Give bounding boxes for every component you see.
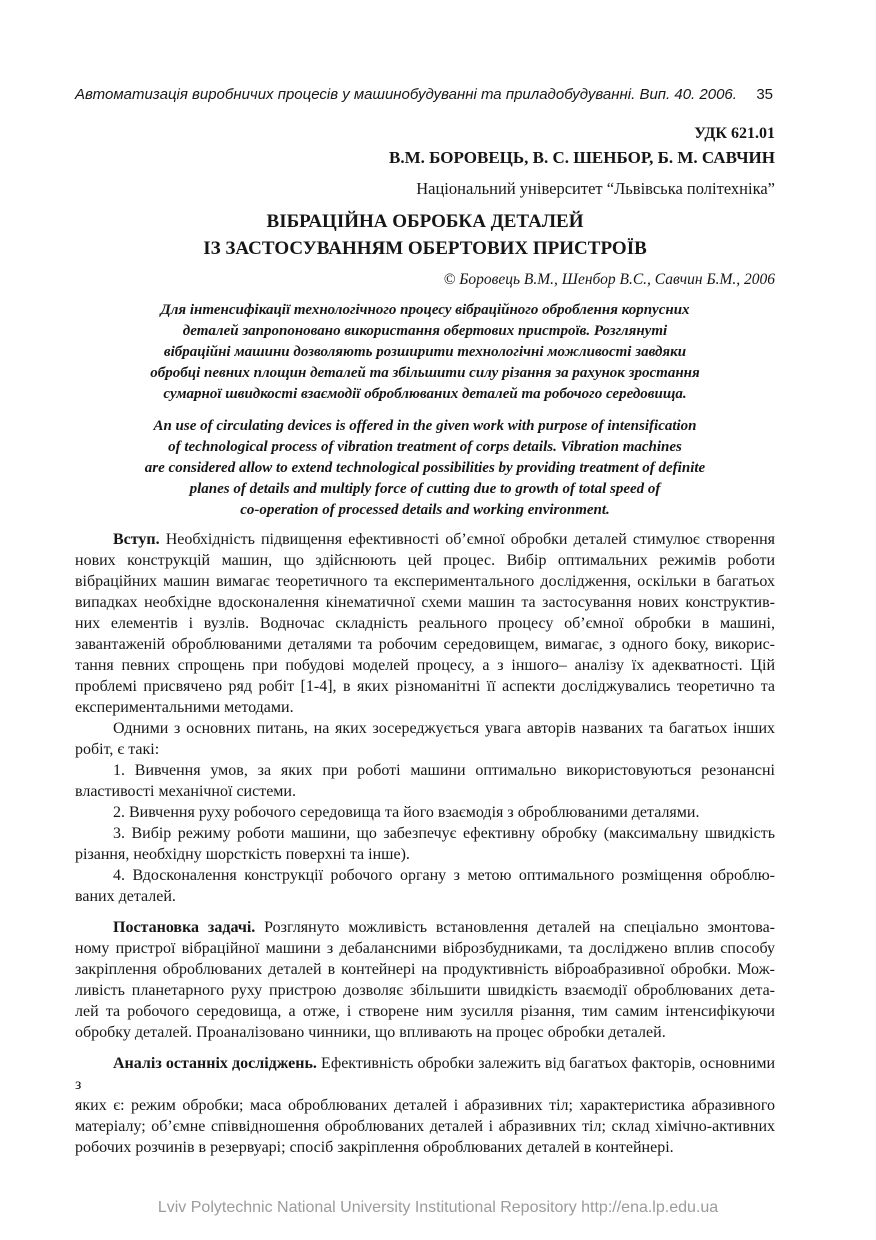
text-line: робочих розчинів в резервуарі; спосіб закріплення оброблюваних деталей в контейнері. xyxy=(75,1139,674,1156)
text-line: них елементів і вузлів. Водночас складність реального процесу об’ємної обробки в машині, xyxy=(75,615,775,632)
abstract-line: of technological process of vibration treatment of corps details. Vibration machines xyxy=(168,439,682,455)
repository-footer: Lviv Polytechnic National University Institutional Repository http://ena.lp.edu.ua xyxy=(157,1199,719,1216)
text-line: Аналіз останніх досліджень. Ефективність обробки залежить від багатьох факторів, основними з xyxy=(75,1055,776,1093)
abstract-line: Для інтенсифікації технологічного процесу вібраційного оброблення корпусних xyxy=(160,302,690,318)
paragraph xyxy=(75,529,775,718)
paragraph xyxy=(75,865,775,907)
text-line: ливість планетарного руху пристрою дозволяє збільшити швидкість взаємодії оброблюваних дета- xyxy=(75,982,775,999)
page-number: 35 xyxy=(756,86,773,103)
text-line: ваних деталей. xyxy=(75,888,176,905)
paragraph xyxy=(75,718,775,760)
journal-title: Автоматизація виробничих процесів у машинобудуванні та приладобудуванні. Вип. 40. 2006. xyxy=(75,86,737,103)
abstract-line: co-operation of processed details and working environment. xyxy=(240,502,610,518)
abstract-line: are considered allow to extend technological possibilities by providing treatment of definite xyxy=(144,460,706,476)
paragraph xyxy=(75,917,775,1043)
copyright-line: © Боровець В.М., Шенбор В.С., Савчин Б.М., 2006 xyxy=(443,271,775,288)
text-line: експериментальними методами. xyxy=(75,699,294,716)
affiliation: Національний університет “Львівська політехніка” xyxy=(416,179,775,198)
article-title-line-2: ІЗ ЗАСТОСУВАННЯМ ОБЕРТОВИХ ПРИСТРОЇВ xyxy=(203,238,647,259)
abstract-ukrainian xyxy=(75,300,775,405)
text-line: завантаженій оброблюваними деталями та робочим середовищем, вимагає, з одного боку, викорис- xyxy=(75,636,775,653)
paragraph xyxy=(75,823,775,865)
abstract-line: вібраційні машини дозволяють розширити технологічні можливості завдяки xyxy=(163,344,687,360)
article-body xyxy=(75,529,775,1158)
section-heading: Вступ. xyxy=(113,531,160,548)
article-title xyxy=(75,208,775,262)
article-title-line-1: ВІБРАЦІЙНА ОБРОБКА ДЕТАЛЕЙ xyxy=(266,211,584,232)
abstract-line: обробці певних площин деталей та збільшити силу різання за рахунок зростання xyxy=(150,365,700,381)
text-line: нових конструкцій машин, що здійснюють цей процес. Вибір оптимальних режимів роботи xyxy=(75,552,775,569)
text-line: закріплення оброблюваних деталей в контейнері на продуктивність віброабразивної обробки. Мож- xyxy=(75,961,775,978)
authors-line: В.М. БОРОВЕЦЬ, В. С. ШЕНБОР, Б. М. САВЧИН xyxy=(389,148,775,167)
paragraph xyxy=(75,760,775,802)
text-line: робіт, є такі: xyxy=(75,741,160,758)
abstract-line: сумарної швидкості взаємодії оброблюваних деталей та робочого середовища. xyxy=(163,386,687,402)
text-line: матеріалу; об’ємне співвідношення оброблюваних деталей і абразивних тіл; склад хімічно-активних xyxy=(75,1118,775,1135)
text-line: властивості механічної системи. xyxy=(75,783,296,800)
text-line: тання певних спрощень при побудові моделей процесу, а з іншого– аналізу їх адекватності. Цій xyxy=(75,657,775,674)
text-line: 3. Вибір режиму роботи машини, що забезпечує ефективну обробку (максимальну швидкість xyxy=(113,825,775,842)
abstract-line: деталей запропоновано використання обертових пристроїв. Розглянуті xyxy=(182,323,668,339)
text-line: Постановка задачі. Розглянуто можливість встановлення деталей на спеціально змонтова- xyxy=(113,919,775,936)
text-line: Одними з основних питань, на яких зосереджується увага авторів названих та багатьох інших xyxy=(113,720,775,737)
section-heading: Аналіз останніх досліджень. xyxy=(113,1055,317,1072)
text-line: обробку деталей. Проаналізовано чинники, що впливають на процес обробки деталей. xyxy=(75,1024,666,1041)
running-header xyxy=(75,86,775,104)
text-line: випадках необхідне вдосконалення кінематичної схеми машин та застосування нових конструктив- xyxy=(75,594,775,611)
text-line: 1. Вивчення умов, за яких при роботі машини оптимально використовуються резонансні xyxy=(113,762,775,779)
paragraph xyxy=(75,802,775,823)
abstract-line: An use of circulating devices is offered in the given work with purpose of intensification xyxy=(153,418,697,434)
text-line: проблемі присвячено ряд робіт [1-4], в яких різноманітні її аспекти досліджувались теоретично та xyxy=(75,678,775,695)
text-line: 2. Вивчення руху робочого середовища та його взаємодія з оброблюваними деталями. xyxy=(113,804,700,821)
abstract-english xyxy=(75,416,775,521)
text-line: лей та робочого середовища, а отже, і створене ним зусилля різання, тим самим інтенсифікуючи xyxy=(75,1003,775,1020)
text-line: вібраційних машин вимагає теоретичного та експериментального дослідження, оскільки в багатьох xyxy=(75,573,775,590)
section-heading: Постановка задачі. xyxy=(113,919,256,936)
text-line: 4. Вдосконалення конструкції робочого органу з метою оптимального розміщення оброблю- xyxy=(113,867,775,884)
udc-code: УДК 621.01 xyxy=(694,125,775,142)
text-line: різання, необхідну шорсткість поверхні та інше). xyxy=(75,846,410,863)
paragraph xyxy=(75,1053,775,1158)
text-line: яких є: режим обробки; маса оброблюваних деталей і абразивних тіл; характеристика абразивного xyxy=(75,1097,775,1114)
text-line: Вступ. Необхідність підвищення ефективності об’ємної обробки деталей стимулює створення xyxy=(113,531,775,548)
abstract-line: planes of details and multiply force of cutting due to growth of total speed of xyxy=(189,481,661,497)
text-line: ному пристрої вібраційної машини з дебалансними віброзбудниками, та досліджено вплив способу xyxy=(75,940,775,957)
